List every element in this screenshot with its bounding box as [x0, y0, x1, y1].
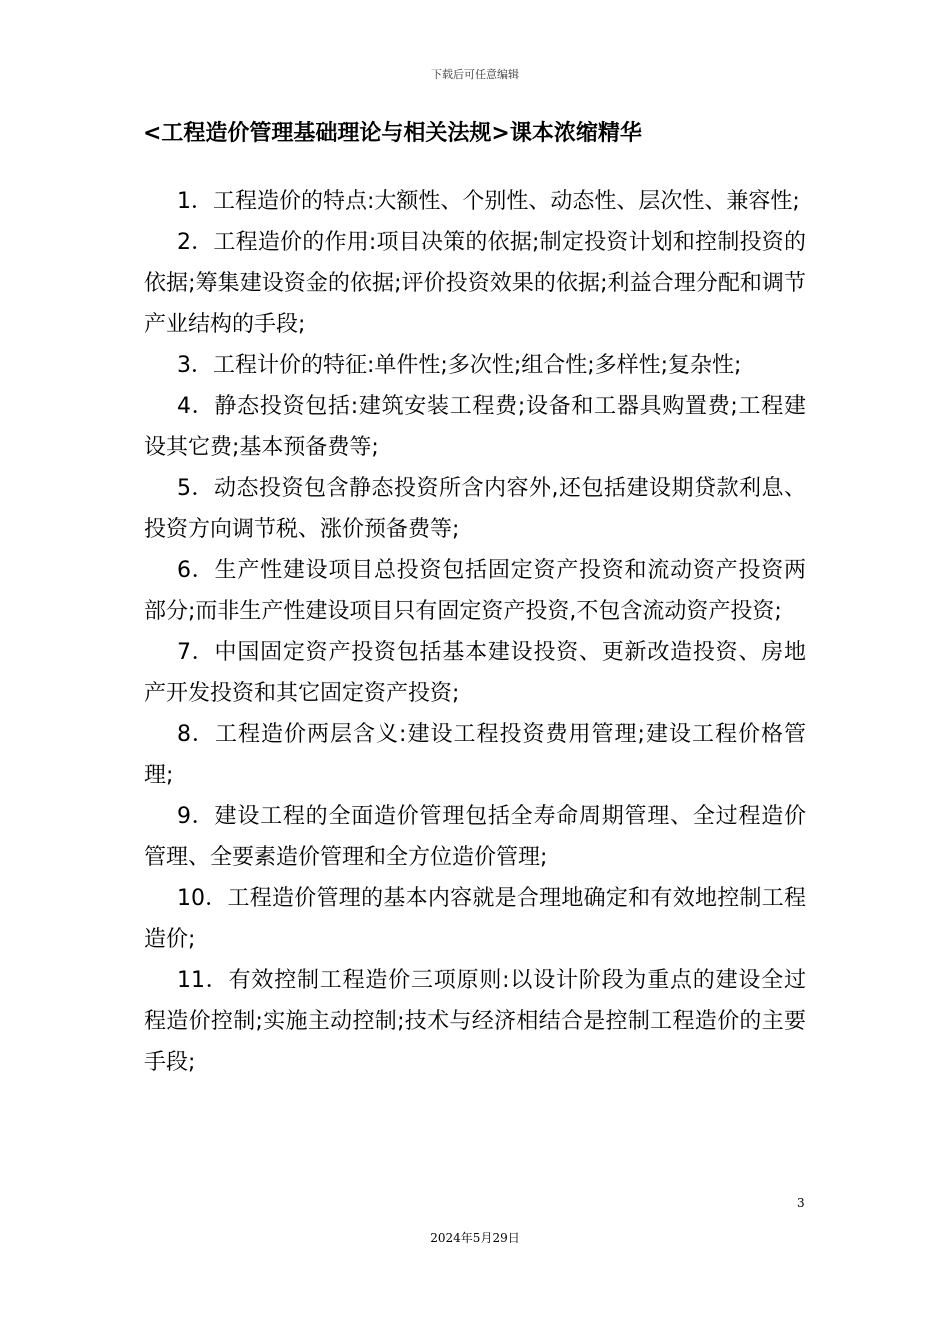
document-body — [144, 181, 806, 1083]
paragraph-11: 11．有效控制工程造价三项原则:以设计阶段为重点的建设全过程造价控制;实施主动控制;技术与经济相结合是控制工程造价的主要手段; — [144, 968, 806, 1075]
paragraph-2: 2．工程造价的作用:项目决策的依据;制定投资计划和控制投资的依据;筹集建设资金的依据;评价投资效果的依据;利益合理分配和调节产业结构的手段; — [144, 230, 806, 337]
paragraph-4: 4．静态投资包括:建筑安装工程费;设备和工器具购置费;工程建设其它费;基本预备费等; — [144, 394, 806, 460]
paragraph-8: 8．工程造价两层含义:建设工程投资费用管理;建设工程价格管理; — [144, 722, 806, 788]
page-footer-date: 2024年5月29日 — [430, 1231, 520, 1245]
paragraph-7: 7．中国固定资产投资包括基本建设投资、更新改造投资、房地产开发投资和其它固定资产投资; — [144, 640, 806, 706]
paragraph-5: 5．动态投资包含静态投资所含内容外,还包括建设期贷款利息、投资方向调节税、涨价预备费等; — [144, 476, 806, 542]
paragraph-1: 1．工程造价的特点:大额性、个别性、动态性、层次性、兼容性; — [177, 189, 800, 214]
page-header: 下载后可任意编辑 — [431, 68, 519, 81]
document-title: <工程造价管理基础理论与相关法规>课本浓缩精华 — [143, 121, 642, 146]
paragraph-10: 10．工程造价管理的基本内容就是合理地确定和有效地控制工程造价; — [144, 886, 806, 952]
paragraph-3: 3．工程计价的特征:单件性;多次性;组合性;多样性;复杂性; — [177, 353, 742, 378]
paragraph-9: 9．建设工程的全面造价管理包括全寿命周期管理、全过程造价管理、全要素造价管理和全方位造价管理; — [144, 804, 806, 870]
paragraph-6: 6．生产性建设项目总投资包括固定资产投资和流动资产投资两部分;而非生产性建设项目只有固定资产投资,不包含流动资产投资; — [144, 558, 806, 624]
page-number: 3 — [797, 1196, 805, 1210]
